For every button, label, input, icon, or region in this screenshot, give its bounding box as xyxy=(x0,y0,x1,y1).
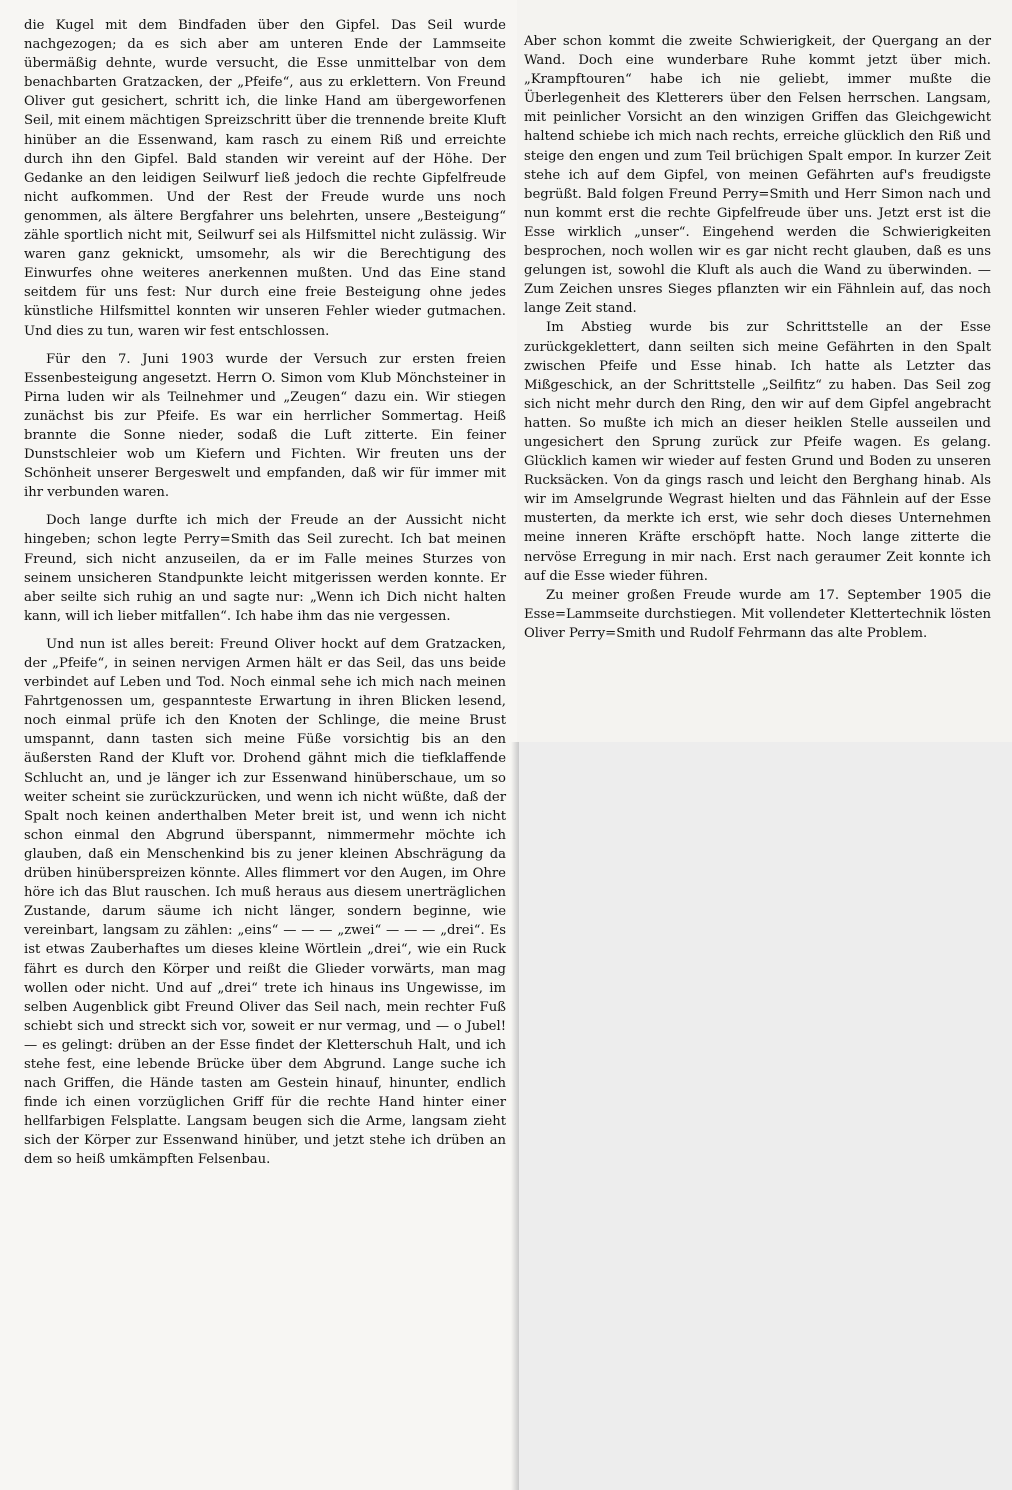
paper-edge-shadow xyxy=(511,742,519,1490)
paragraph-7: Zu meiner großen Freude wurde am 17. September 1905 die Esse=Lammseite durchstiegen. Mit vollendeter Klettertechnik lösten Oliver Perry=Smith und Rudolf Fehrmann das alte Problem. xyxy=(524,587,991,641)
blank-background-area xyxy=(517,742,1012,1490)
paragraph-5: Aber schon kommt die zweite Schwierigkeit, der Quergang an der Wand. Doch eine wunderbare Ruhe kommt jetzt über mich. „Krampftouren“ habe ich nie geliebt, immer mußte die Überlegenheit des Kletterers über den Felsen herrschen. Langsam, mit peinlicher Vorsicht an den winzigen Griffen das Gleichgewicht haltend schiebe ich mich nach rechts, erreiche glücklich den Riß und steige den engen und zum Teil brüchigen Spalt empor. In kurzer Zeit stehe ich auf dem Gipfel, von meinen Gefährten auf's freudigste begrüßt. Bald folgen Freund Perry=Smith und Herr Simon nach und nun kommt erst die rechte Gipfelfreude über uns. Jetzt erst ist die Esse wirklich „unser“. Eingehend werden die Schwierigkeiten besprochen, noch wollen wir es gar nicht recht glauben, daß es uns gelungen ist, sowohl die Kluft als auch die Wand zu überwinden. — Zum Zeichen unsres Sieges pflanzten wir ein Fähnlein auf, das noch lange Zeit stand. xyxy=(524,34,991,317)
left-text-column xyxy=(24,16,506,1170)
paragraph-2: Für den 7. Juni 1903 wurde der Versuch zur ersten freien Essenbesteigung angesetzt. Herrn O. Simon vom Klub Mönchsteiner in Pirna luden wir als Teilnehmer und „Zeugen“ dazu ein. Wir stiegen zunächst bis zur Pfeife. Es war ein herrlicher Sommertag. Heiß brannte die Sonne nieder, sodaß die Luft zitterte. Ein feiner Dunstschleier wob um Kiefern und Fichten. Wir freuten uns der Schönheit unserer Bergeswelt und empfanden, daß wir für immer mit ihr verbunden waren. xyxy=(24,351,506,501)
paragraph-4: Und nun ist alles bereit: Freund Oliver hockt auf dem Gratzacken, der „Pfeife“, in seinen nervigen Armen hält er das Seil, das uns beide verbindet auf Leben und Tod. Noch einmal sehe ich mich nach meinen Fahrtgenossen um, gespannteste Erwartung in ihren Blicken lesend, noch einmal prüfe ich den Knoten der Schlinge, die meine Brust umspannt, dann tasten sich meine Füße vorsichtig bis an den äußersten Rand der Kluft vor. Drohend gähnt mich die tiefklaffende Schlucht an, und je länger ich zur Essenwand hinüberschaue, um so weiter scheint sie zurückzurücken, und wenn ich nicht wüßte, daß der Spalt noch keinen anderthalben Meter breit ist, und wenn ich nicht schon einmal den Abgrund überspannt, nimmermehr möchte ich glauben, daß ein Menschenkind bis zu jener kleinen Abschrägung da drüben hinüberspreizen könnte. Alles flimmert vor den Augen, im Ohre höre ich das Blut rauschen. Ich muß heraus aus diesem unerträglichen Zustande, darum säume ich nicht länger, sondern beginne, wie vereinbart, langsam zu zählen: „eins“ — — — „zwei“ — — — „drei“. Es ist etwas Zauberhaftes um dieses kleine Wörtlein „drei“, wie ein Ruck fährt es durch den Körper und reißt die Glieder vorwärts, man mag wollen oder nicht. Und auf „drei“ trete ich hinaus ins Ungewisse, im selben Augenblick gibt Freund Oliver das Seil nach, mein rechter Fuß schiebt sich und streckt sich vor, soweit er nur vermag, und — o Jubel! — es gelingt: drüben an der Esse findet der Kletterschuh Halt, und ich stehe fest, eine lebende Brücke über dem Abgrund. Lange suche ich nach Griffen, die Hände tasten am Gestein hinauf, hinunter, endlich finde ich einen vorzüglichen Griff für die rechte Hand hinter einer hellfarbigen Felsplatte. Langsam beugen sich die Arme, langsam zieht sich der Körper zur Essenwand hinüber, und jetzt stehe ich drüben an dem so heiß umkämpften Felsenbau. xyxy=(24,636,506,1168)
paragraph-3: Doch lange durfte ich mich der Freude an der Aussicht nicht hingeben; schon legte Perry=Smith das Seil zurecht. Ich bat meinen Freund, sich nicht anzuseilen, da er im Falle meines Sturzes von seinem unsicheren Standpunkte leicht mitgerissen werden konnte. Er aber seilte sich ruhig an und sagte nur: „Wenn ich Dich nicht halten kann, will ich lieber mitfallen“. Ich habe ihm das nie vergessen. xyxy=(24,513,506,624)
paragraph-6: Im Abstieg wurde bis zur Schrittstelle an der Esse zurückgeklettert, dann seilten sich meine Gefährten in den Spalt zwischen Pfeife und Esse hinab. Ich hatte als Letzter das Mißgeschick, an der Schrittstelle „Seilfitz“ zu haben. Das Seil zog sich nicht mehr durch den Ring, den wir auf dem Gipfel angebracht hatten. So mußte ich mich an dieser heiklen Stelle ausseilen und ungesichert den Sprung zurück zur Pfeife wagen. Es gelang. Glücklich kamen wir wieder auf festen Grund und Boden zu unseren Rucksäcken. Von da gings rasch und leicht den Berghang hinab. Als wir im Amselgrunde Wegrast hielten und das Fähnlein auf der Esse musterten, da merkte ich erst, wie sehr doch dieses Unternehmen meine inneren Kräfte erschöpft hatte. Noch lange zitterte die nervöse Erregung in mir nach. Erst nach geraumer Zeit konnte ich auf die Esse wieder führen. xyxy=(524,320,991,584)
right-text-column xyxy=(524,32,991,643)
paragraph-1: die Kugel mit dem Bindfaden über den Gipfel. Das Seil wurde nachgezogen; da es sich aber am unteren Ende der Lammseite übermäßig dehnte, wurde versucht, die Esse unmittelbar von dem benachbarten Gratzacken, der „Pfeife“, aus zu erklettern. Von Freund Oliver gut gesichert, schritt ich, die linke Hand am übergeworfenen Seil, mit einem mächtigen Spreizschritt über die trennende breite Kluft hinüber an die Essenwand, kam rasch zu einem Riß und erreichte durch ihn den Gipfel. Bald standen wir vereint auf der Höhe. Der Gedanke an den leidigen Seilwurf ließ jedoch die rechte Gipfelfreude nicht aufkommen. Und der Rest der Freude wurde uns noch genommen, als ältere Bergfahrer uns belehrten, unsere „Besteigung“ zähle sportlich nicht mit, Seilwurf sei als Hilfsmittel nicht zulässig. Wir waren ganz geknickt, umsomehr, als wir die Berechtigung des Einwurfes ohne weiteres anerkennen mußten. Und das Eine stand seitdem für uns fest: Nur durch eine freie Besteigung ohne jedes künstliche Hilfsmittel konnten wir unseren Fehler wieder gutmachen. Und dies zu tun, waren wir fest entschlossen. xyxy=(24,18,506,339)
